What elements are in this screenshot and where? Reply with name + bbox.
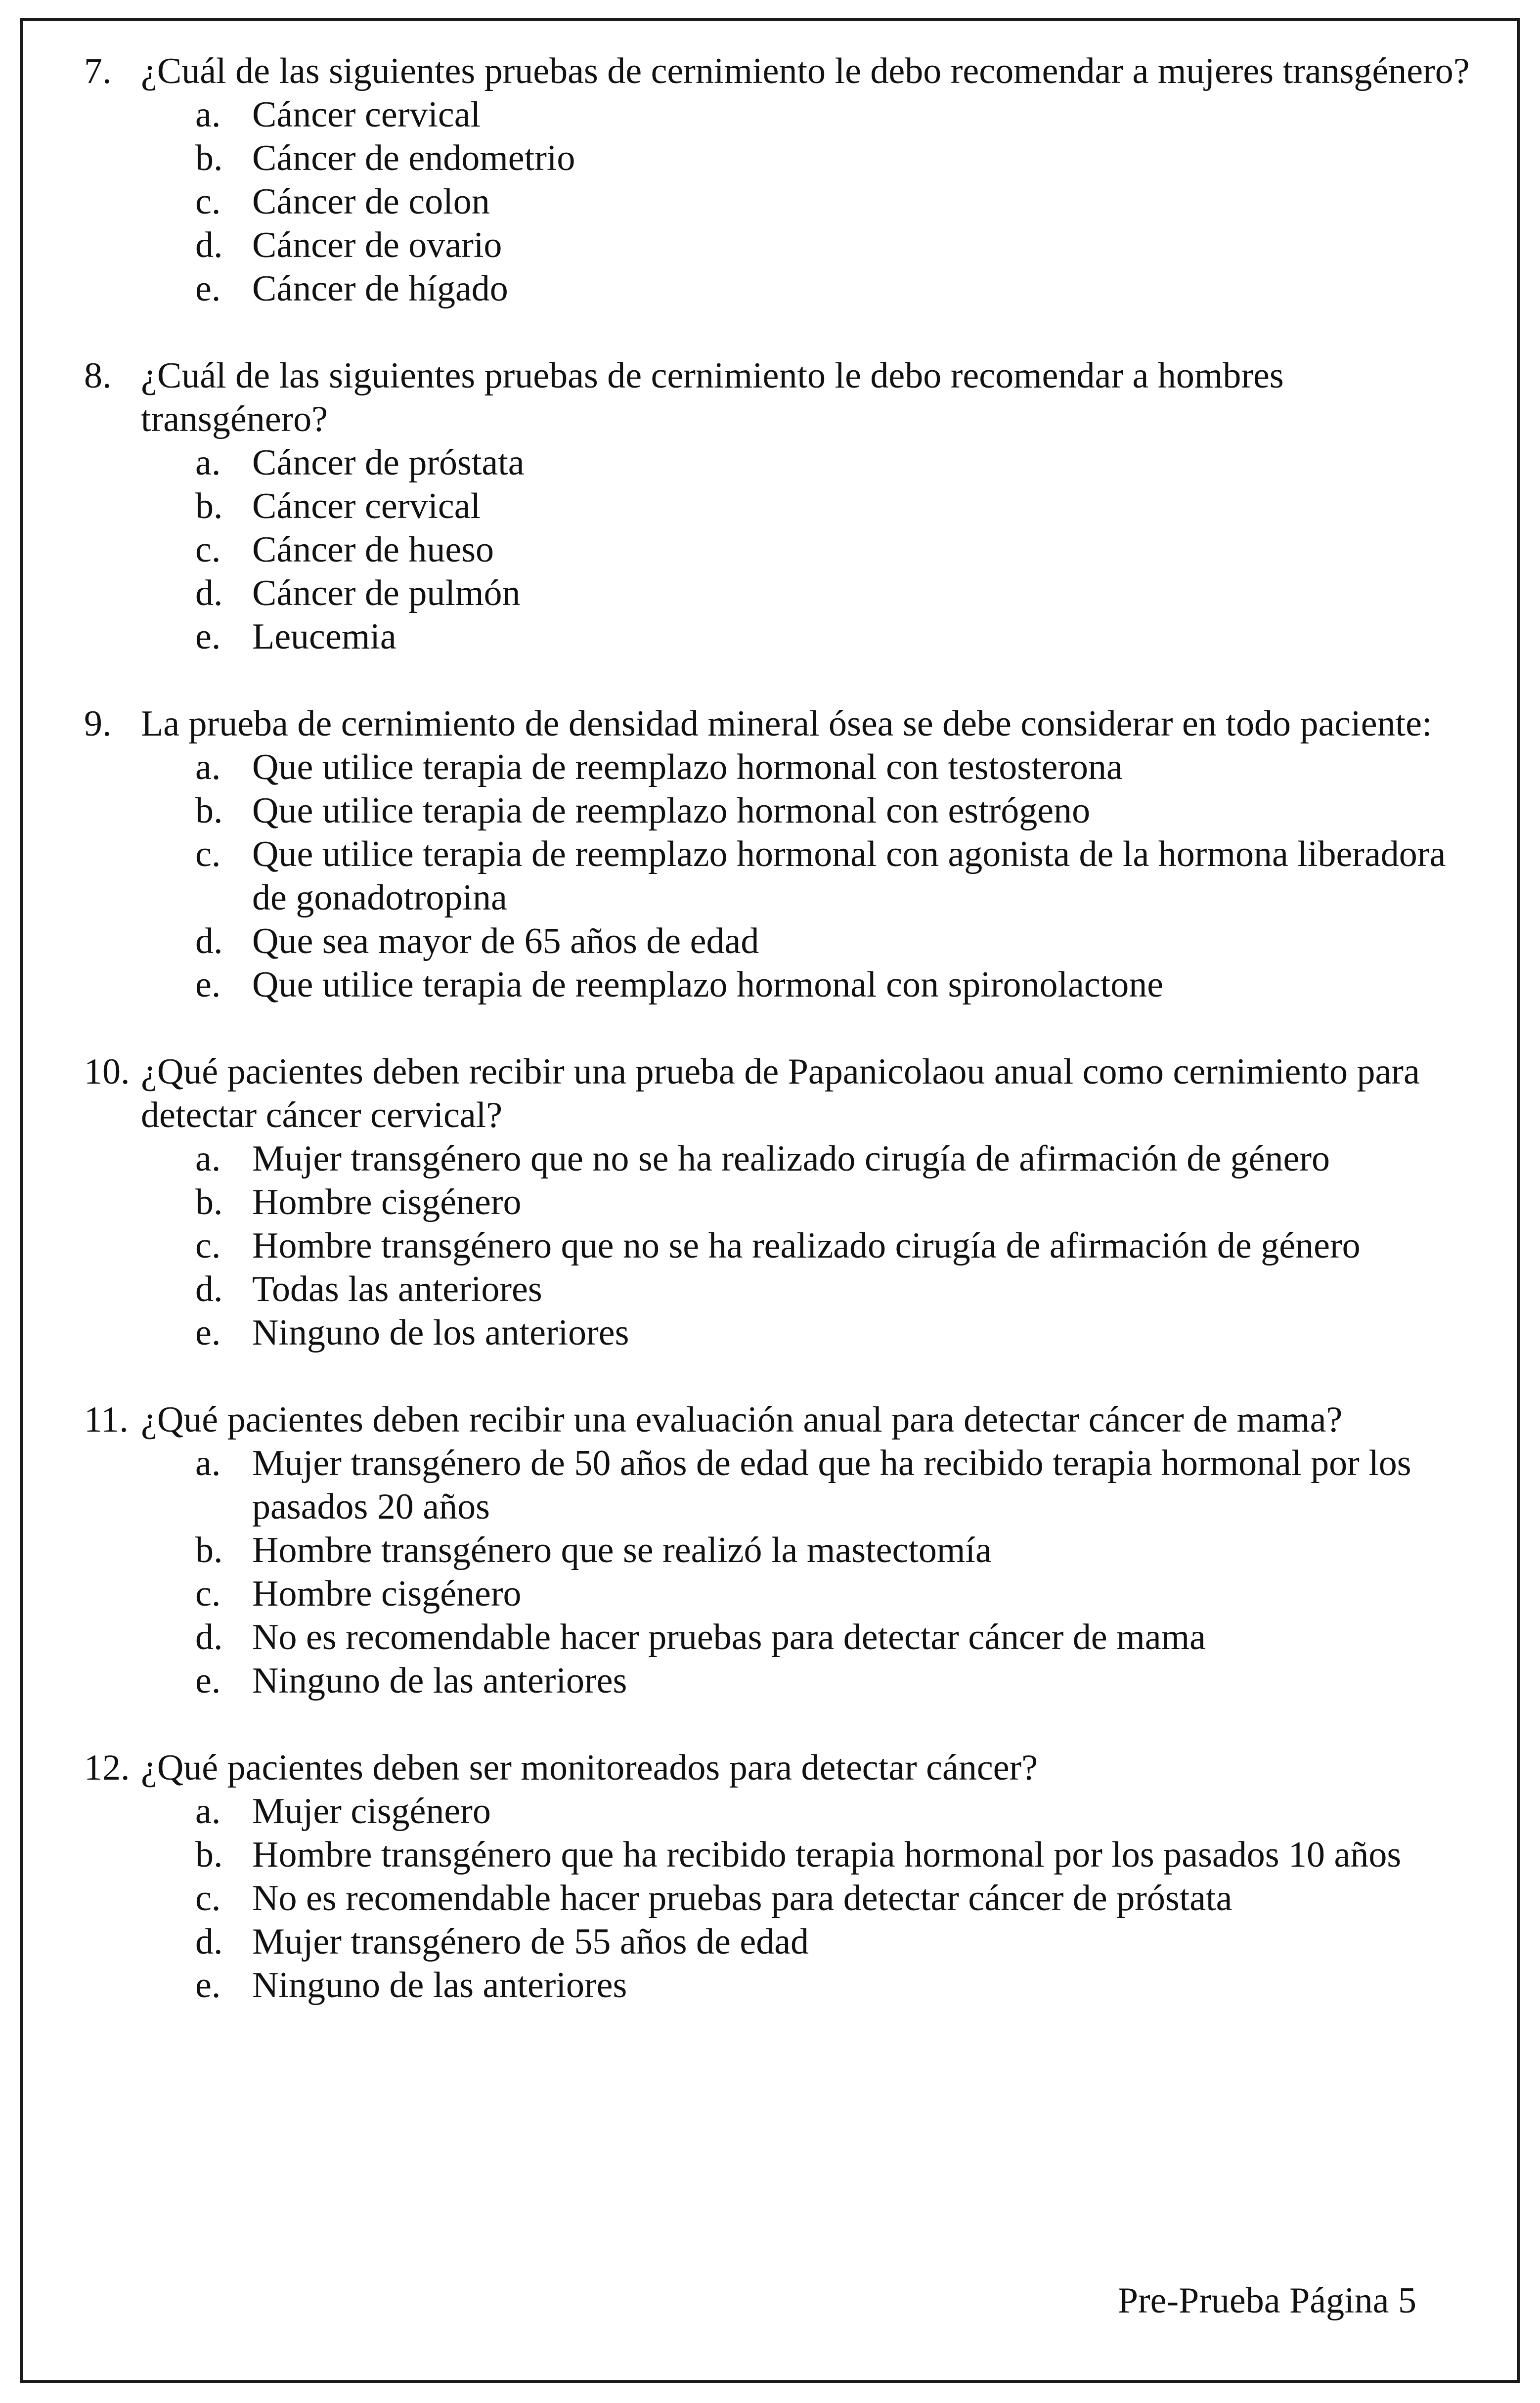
question-number: 9. <box>84 703 112 744</box>
question-number: 8. <box>84 355 112 396</box>
option-letter: d. <box>195 1922 223 1962</box>
option-letter: e. <box>195 1965 221 2006</box>
question-text: ¿Cuál de las siguientes pruebas de cernimiento le debo recomendar a mujeres transgénero? <box>141 51 1470 91</box>
option-text: Mujer transgénero que no se ha realizado cirugía de afirmación de género <box>252 1138 1330 1179</box>
option-item <box>195 1616 1478 1659</box>
option-text: Cáncer de hueso <box>252 529 494 570</box>
question-number: 10. <box>84 1051 130 1092</box>
question-text: ¿Cuál de las siguientes pruebas de cernimiento le debo recomendar a hombres transgénero? <box>141 355 1284 439</box>
option-text: Cáncer de próstata <box>252 442 525 483</box>
option-letter: b. <box>195 1835 223 1875</box>
option-letter: e. <box>195 616 221 657</box>
question-7 <box>84 49 1478 310</box>
option-letter: c. <box>195 834 221 874</box>
option-letter: b. <box>195 1530 223 1571</box>
option-item <box>195 1920 1478 1964</box>
question-text: ¿Qué pacientes deben recibir una evaluación anual para detectar cáncer de mama? <box>141 1399 1343 1440</box>
option-item <box>195 1659 1478 1703</box>
option-letter: d. <box>195 1617 223 1658</box>
option-item <box>195 615 1478 658</box>
option-letter: c. <box>195 1573 221 1614</box>
option-item <box>195 180 1478 223</box>
option-letter: a. <box>195 1443 221 1484</box>
option-text: Todas las anteriores <box>252 1269 542 1310</box>
option-item <box>195 1572 1478 1616</box>
option-item <box>195 93 1478 136</box>
option-item <box>195 1790 1478 1833</box>
question-text: La prueba de cernimiento de densidad mineral ósea se debe considerar en todo paciente: <box>141 703 1432 744</box>
option-letter: e. <box>195 1312 221 1353</box>
option-item <box>195 1311 1478 1354</box>
option-text: Cáncer de colon <box>252 181 490 222</box>
option-text: Cáncer de endometrio <box>252 138 575 178</box>
option-text: Ninguno de las anteriores <box>252 1965 627 2006</box>
option-list <box>84 1442 1478 1703</box>
option-letter: a. <box>195 747 221 787</box>
option-letter: c. <box>195 1878 221 1919</box>
option-item <box>195 267 1478 310</box>
option-list <box>84 1137 1478 1354</box>
option-text: Que utilice terapia de reemplazo hormonal con testosterona <box>252 747 1123 787</box>
option-letter: a. <box>195 94 221 135</box>
option-item <box>195 136 1478 180</box>
option-text: Que utilice terapia de reemplazo hormonal con estrógeno <box>252 790 1091 831</box>
option-item <box>195 1833 1478 1877</box>
option-item <box>195 1180 1478 1224</box>
option-text: Cáncer cervical <box>252 486 481 526</box>
option-letter: e. <box>195 1660 221 1701</box>
question-number: 12. <box>84 1748 130 1788</box>
option-text: Cáncer cervical <box>252 94 481 135</box>
option-text: Que sea mayor de 65 años de edad <box>252 921 759 961</box>
option-item <box>195 223 1478 267</box>
option-letter: d. <box>195 225 223 265</box>
question-text: ¿Qué pacientes deben recibir una prueba de Papanicolaou anual como cernimiento para detectar cáncer cervical? <box>141 1051 1420 1136</box>
option-letter: c. <box>195 529 221 570</box>
page-footer-label: Pre-Prueba Página 5 <box>1117 2280 1416 2321</box>
option-item <box>195 1877 1478 1920</box>
option-item <box>195 1224 1478 1267</box>
option-letter: d. <box>195 573 223 613</box>
option-item <box>195 1529 1478 1572</box>
option-text: Ninguno de los anteriores <box>252 1312 629 1353</box>
option-letter: c. <box>195 181 221 222</box>
option-item <box>195 1267 1478 1311</box>
option-item <box>195 571 1478 615</box>
option-text: No es recomendable hacer pruebas para detectar cáncer de mama <box>252 1617 1206 1658</box>
option-item <box>195 1964 1478 2007</box>
question-number: 11. <box>84 1399 129 1440</box>
option-text: Ninguno de las anteriores <box>252 1660 627 1701</box>
option-text: Que utilice terapia de reemplazo hormonal con spironolactone <box>252 964 1164 1005</box>
option-item <box>195 832 1478 919</box>
option-letter: a. <box>195 1791 221 1832</box>
option-item <box>195 1442 1478 1529</box>
option-text: Leucemia <box>252 616 396 657</box>
question-12 <box>84 1746 1478 2007</box>
option-text: Cáncer de ovario <box>252 225 502 265</box>
option-text: Mujer cisgénero <box>252 1791 491 1832</box>
option-letter: d. <box>195 921 223 961</box>
option-letter: c. <box>195 1225 221 1266</box>
option-list <box>84 441 1478 658</box>
question-number: 7. <box>84 51 112 91</box>
option-letter: e. <box>195 268 221 309</box>
question-list <box>84 49 1478 2051</box>
option-letter: a. <box>195 1138 221 1179</box>
option-item <box>195 441 1478 484</box>
option-item <box>195 919 1478 963</box>
option-letter: b. <box>195 486 223 526</box>
option-list <box>84 93 1478 310</box>
option-item <box>195 963 1478 1006</box>
option-text: Que utilice terapia de reemplazo hormonal con agonista de la hormona liberadora de gonadotropina <box>252 834 1446 918</box>
option-text: Cáncer de pulmón <box>252 573 521 613</box>
option-item <box>195 745 1478 789</box>
option-letter: e. <box>195 964 221 1005</box>
option-item <box>195 1137 1478 1180</box>
option-text: Hombre transgénero que se realizó la mastectomía <box>252 1530 992 1571</box>
option-letter: d. <box>195 1269 223 1310</box>
option-text: Hombre cisgénero <box>252 1182 522 1223</box>
option-text: Hombre transgénero que no se ha realizado cirugía de afirmación de género <box>252 1225 1361 1266</box>
option-text: Mujer transgénero de 55 años de edad <box>252 1922 809 1962</box>
question-9 <box>84 702 1478 1006</box>
option-text: Hombre cisgénero <box>252 1573 522 1614</box>
option-item <box>195 528 1478 571</box>
option-letter: b. <box>195 1182 223 1223</box>
option-letter: b. <box>195 138 223 178</box>
option-item <box>195 484 1478 528</box>
option-letter: b. <box>195 790 223 831</box>
question-8 <box>84 354 1478 658</box>
option-text: Cáncer de hígado <box>252 268 508 309</box>
question-10 <box>84 1050 1478 1354</box>
question-text: ¿Qué pacientes deben ser monitoreados para detectar cáncer? <box>141 1748 1038 1788</box>
option-list <box>84 1790 1478 2007</box>
option-list <box>84 745 1478 1006</box>
option-text: Mujer transgénero de 50 años de edad que ha recibido terapia hormonal por los pasados 20 años <box>252 1443 1411 1527</box>
question-11 <box>84 1398 1478 1703</box>
option-text: No es recomendable hacer pruebas para detectar cáncer de próstata <box>252 1878 1232 1919</box>
option-item <box>195 789 1478 832</box>
option-letter: a. <box>195 442 221 483</box>
option-text: Hombre transgénero que ha recibido terapia hormonal por los pasados 10 años <box>252 1835 1402 1875</box>
